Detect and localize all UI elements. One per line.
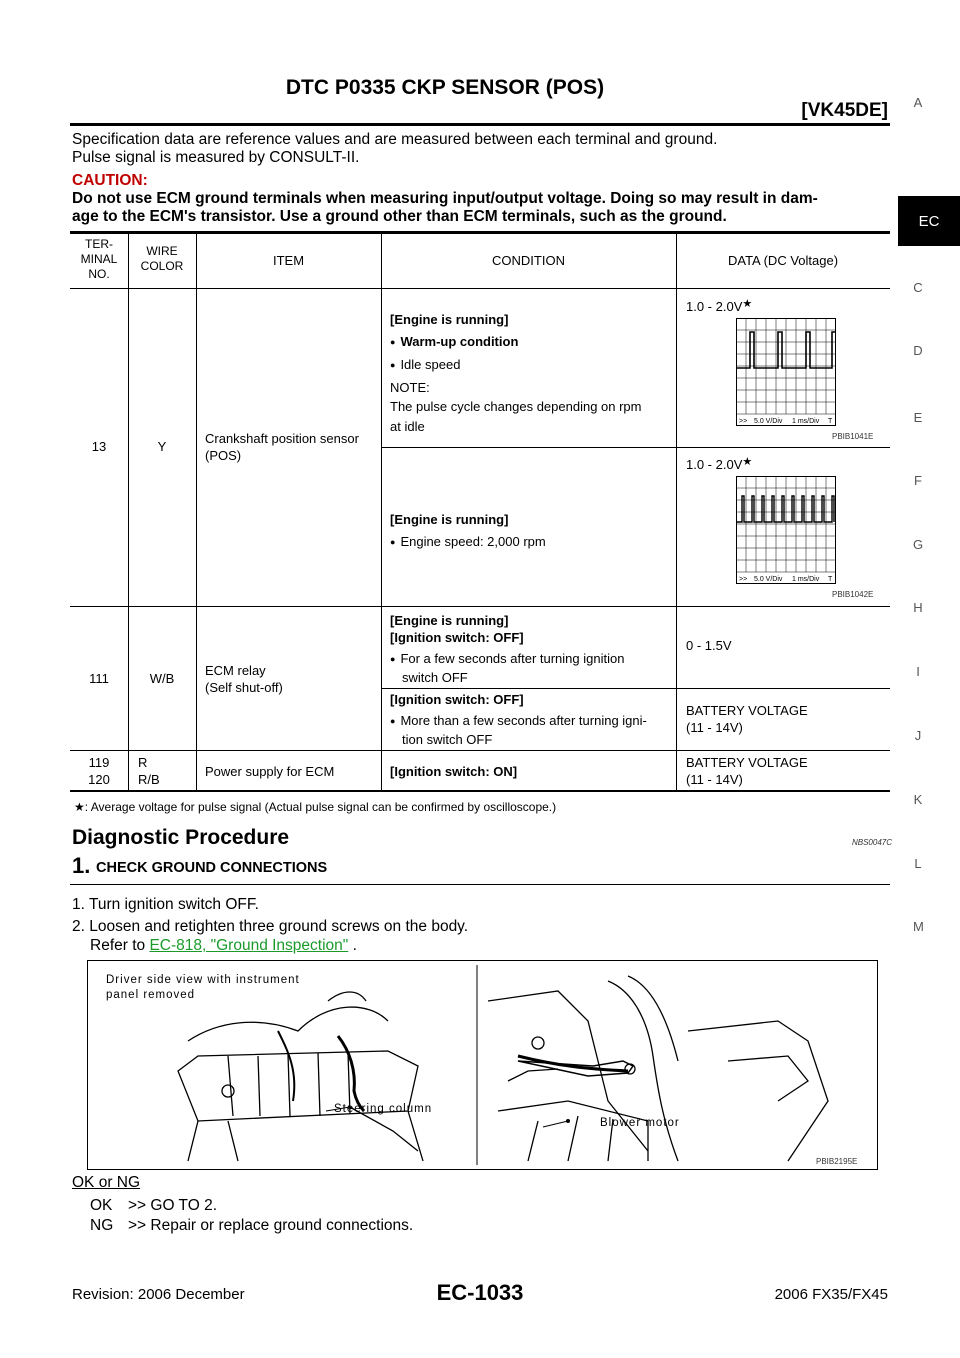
row13-data-1: 1.0 - 2.0V★ <box>686 298 753 314</box>
row13-data-2: 1.0 - 2.0V★ <box>686 456 753 472</box>
step-title: CHECK GROUND CONNECTIONS <box>96 860 328 876</box>
star-icon: ★ <box>742 298 753 310</box>
svg-text:>>: >> <box>739 418 748 425</box>
engine-model: [VK45DE] <box>801 100 888 121</box>
row119-condition: [Ignition switch: ON] <box>390 764 518 779</box>
intro-line-1: Specification data are reference values and are measured between each terminal and ground. <box>72 131 718 148</box>
side-tab-h[interactable]: H <box>913 600 923 615</box>
steering-column-label: Steering column <box>334 1103 433 1115</box>
step-number: 1. <box>72 853 91 878</box>
table-header-rule <box>70 288 890 289</box>
svg-text:1 ms/Div: 1 ms/Div <box>792 576 820 583</box>
header-terminal: TER- MINAL NO. <box>80 237 118 281</box>
star-icon: ★ <box>742 456 753 468</box>
side-tab-d[interactable]: D <box>913 343 923 358</box>
header-rule <box>70 123 890 126</box>
caution-label: CAUTION: <box>72 172 148 189</box>
svg-text:T: T <box>828 418 833 425</box>
step-1: 1. Turn ignition switch OFF. <box>72 896 259 913</box>
row119-terminal: 119 120 <box>88 755 110 787</box>
figure-label: Driver side view with instrument panel removed <box>106 974 300 1001</box>
svg-text:T: T <box>828 576 833 583</box>
table-row-rule <box>381 688 890 689</box>
side-tab-j[interactable]: J <box>914 728 922 743</box>
footer-model: 2006 FX35/FX45 <box>774 1286 888 1303</box>
ng-result-text: >> Repair or replace ground connections. <box>128 1217 414 1234</box>
side-tab-m[interactable]: M <box>913 919 924 934</box>
figure-code: PBIB1042E <box>832 590 874 599</box>
svg-text:>>: >> <box>739 576 748 583</box>
ng-result-key: NG <box>90 1217 114 1234</box>
header-data: DATA (DC Voltage) <box>727 253 839 268</box>
row111-condition-1: [Engine is running] [Ignition switch: OFF] ● For a few seconds after turning ignition switch OFF <box>390 612 624 686</box>
ground-connection-figure <box>87 960 878 1170</box>
row111-terminal: 111 <box>89 671 109 686</box>
header-item: ITEM <box>272 253 305 268</box>
table-bottom-rule <box>70 790 890 792</box>
oscilloscope-idle <box>736 318 836 426</box>
intro-line-2: Pulse signal is measured by CONSULT-II. <box>72 149 360 166</box>
oscilloscope-2000rpm <box>736 476 836 584</box>
row13-wire: Y <box>157 439 167 454</box>
table-row-rule <box>381 447 890 448</box>
page-number: EC-1033 <box>436 1280 524 1305</box>
side-tab-l[interactable]: L <box>914 856 922 871</box>
side-tab-f[interactable]: F <box>914 473 922 488</box>
page-title: DTC P0335 CKP SENSOR (POS) <box>285 76 605 99</box>
row111-data-2: BATTERY VOLTAGE (11 - 14V) <box>686 703 808 735</box>
ground-inspection-link[interactable]: EC-818, "Ground Inspection" <box>149 937 349 954</box>
section-heading: Diagnostic Procedure <box>72 826 290 849</box>
side-tab-i[interactable]: I <box>916 664 920 679</box>
table-row-rule <box>70 750 890 751</box>
caution-line-1: Do not use ECM ground terminals when measuring input/output voltage. Doing so may result in dam- <box>72 190 818 207</box>
blower-motor-label: Blower motor <box>600 1117 680 1129</box>
table-col-rule <box>676 234 677 791</box>
step-2: 2. Loosen and retighten three ground screws on the body. <box>72 918 469 935</box>
step-2-reference: Refer to EC-818, "Ground Inspection" . <box>90 937 357 954</box>
step-rule <box>70 884 890 885</box>
row111-data-1: 0 - 1.5V <box>686 638 732 653</box>
row13-condition-1: [Engine is running] ● Warm-up condition ● Idle speed NOTE: The pulse cycle changes depending on rpm at idle <box>390 309 642 437</box>
figure-code: PBIB2195E <box>816 1157 858 1166</box>
side-tab-c[interactable]: C <box>913 280 923 295</box>
ok-result-key: OK <box>90 1197 113 1214</box>
row13-condition-2: [Engine is running] ● Engine speed: 2,000 rpm <box>390 509 546 554</box>
table-row-rule <box>70 606 890 607</box>
ok-result-text: >> GO TO 2. <box>128 1197 218 1214</box>
caution-line-2: age to the ECM's transistor. Use a ground other than ECM terminals, such as the ground. <box>72 208 727 225</box>
section-code: NBS0047C <box>851 838 892 847</box>
svg-text:1 ms/Div: 1 ms/Div <box>792 418 820 425</box>
table-footnote: ★: Average voltage for pulse signal (Actual pulse signal can be confirmed by oscilloscope.) <box>74 800 557 814</box>
side-tab-a[interactable]: A <box>913 95 923 110</box>
table-col-rule <box>196 234 197 791</box>
row111-condition-2: [Ignition switch: OFF] ● More than a few seconds after turning igni- tion switch OFF <box>390 691 647 748</box>
side-tab-e[interactable]: E <box>913 410 923 425</box>
side-tab-ec[interactable]: EC <box>898 196 960 246</box>
svg-text:5.0 V/Div: 5.0 V/Div <box>754 418 783 425</box>
footer-revision: Revision: 2006 December <box>72 1286 245 1303</box>
ok-ng-label: OK or NG <box>72 1174 141 1191</box>
svg-text:5.0 V/Div: 5.0 V/Div <box>754 576 783 583</box>
table-col-rule <box>381 234 382 791</box>
row111-wire: W/B <box>149 671 175 686</box>
star-icon: ★ <box>74 800 85 814</box>
row119-data: BATTERY VOLTAGE (11 - 14V) <box>686 755 808 787</box>
side-tab-g[interactable]: G <box>913 537 924 552</box>
header-condition: CONDITION <box>492 253 565 268</box>
side-tab-k[interactable]: K <box>913 792 923 807</box>
header-wire-color: WIRE COLOR <box>140 244 184 273</box>
row119-item: Power supply for ECM <box>205 764 335 779</box>
row119-wire: R R/B <box>138 755 160 787</box>
row13-terminal: 13 <box>91 439 107 454</box>
figure-code: PBIB1041E <box>832 432 874 441</box>
row13-item: Crankshaft position sensor (POS) <box>205 431 359 463</box>
table-col-rule <box>128 234 129 791</box>
table-top-rule <box>70 231 890 234</box>
row111-item: ECM relay (Self shut-off) <box>205 663 283 695</box>
